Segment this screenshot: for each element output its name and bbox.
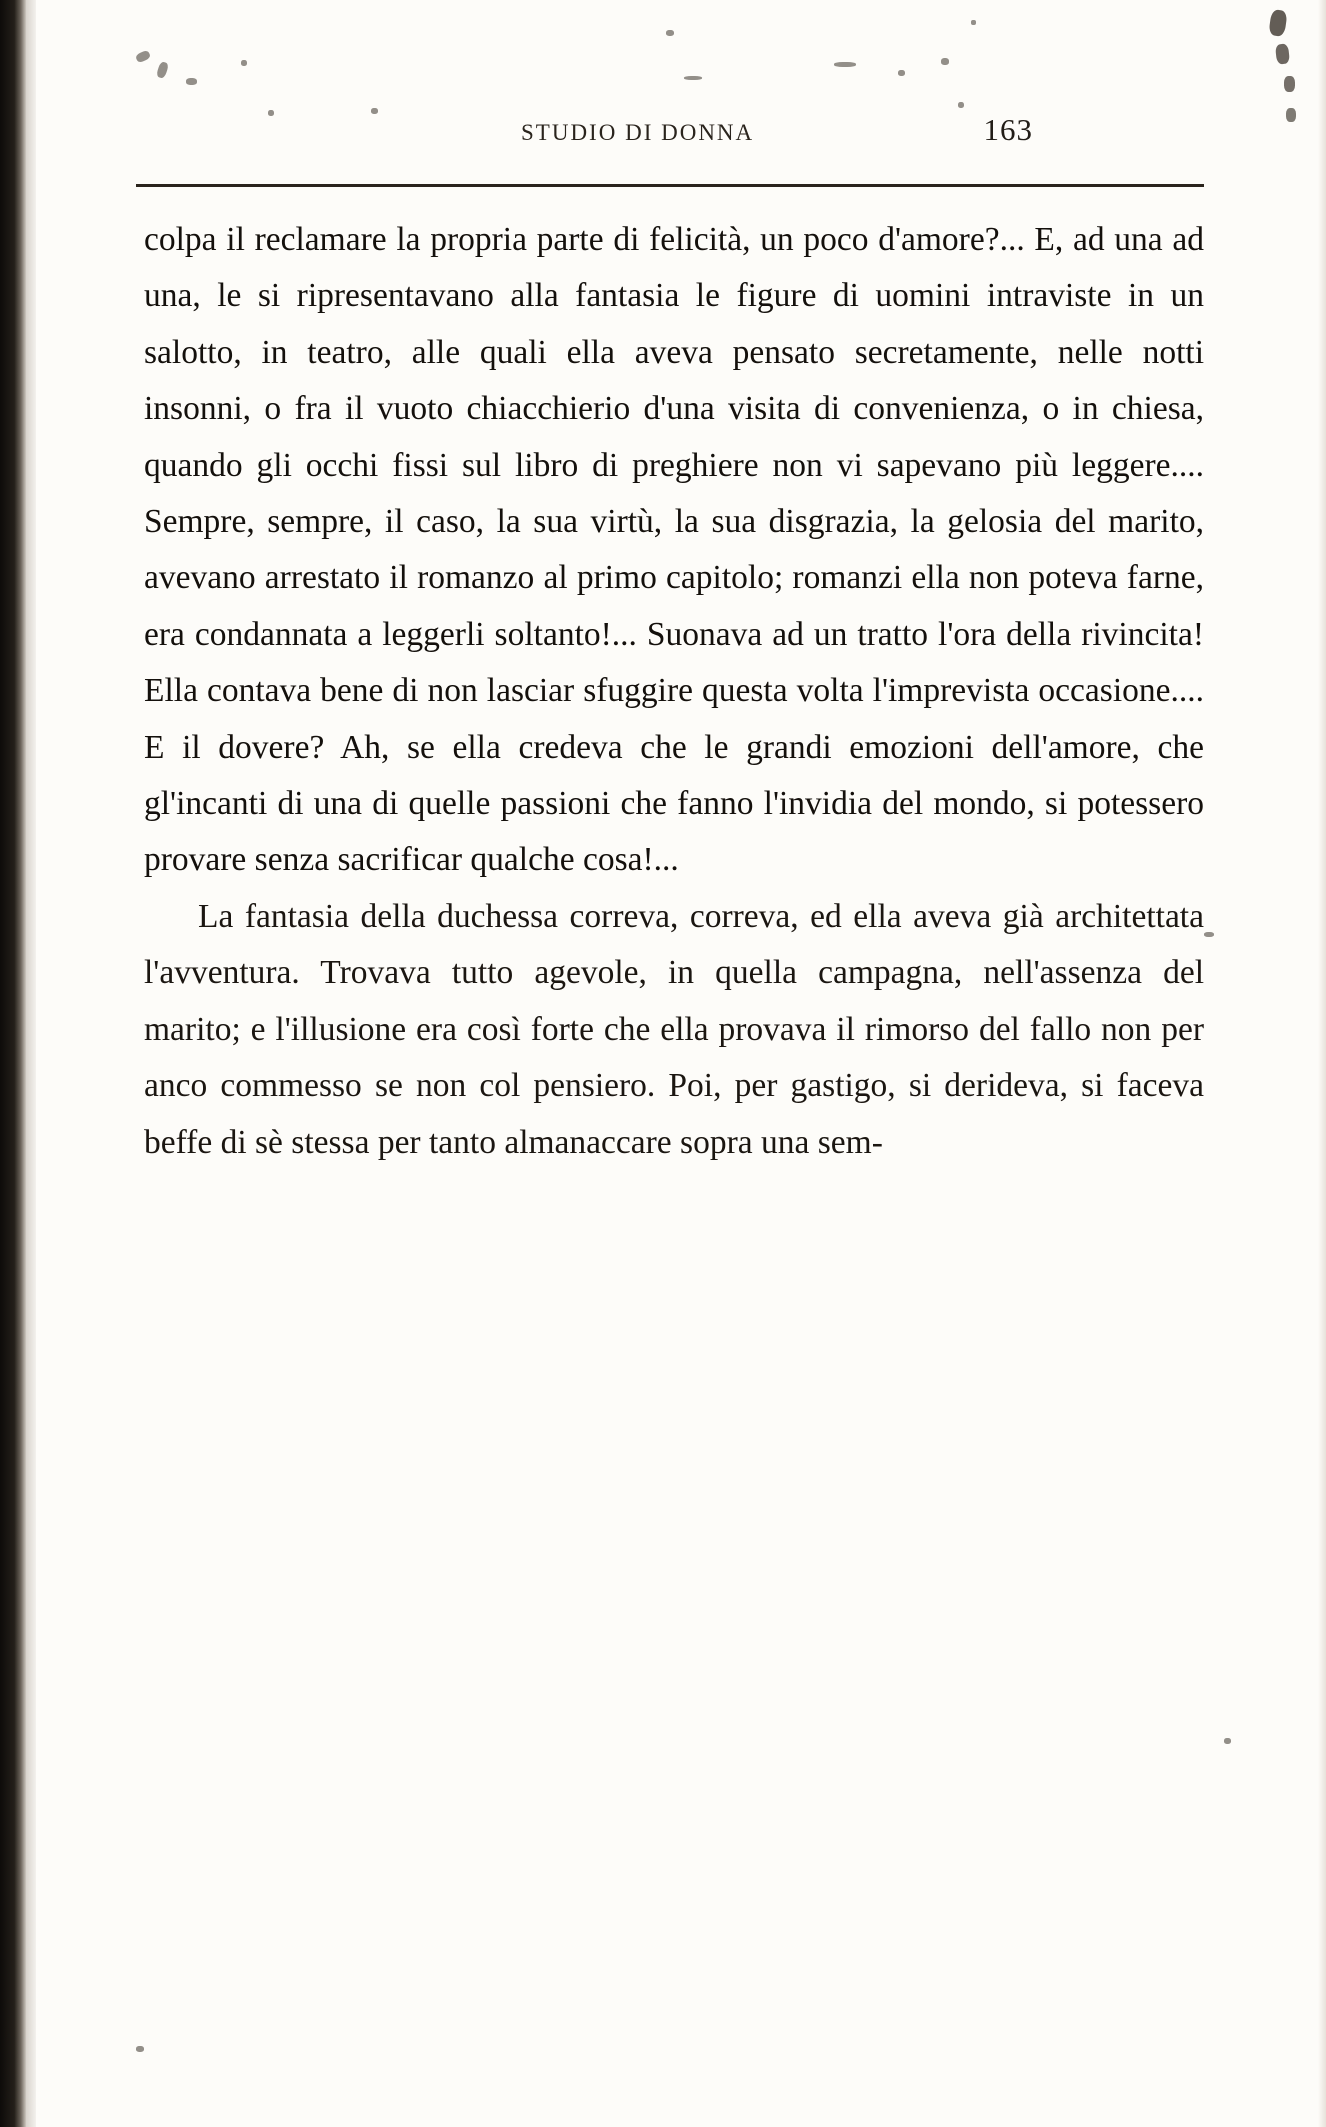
scan-speck	[941, 58, 949, 65]
scan-speck	[1268, 9, 1287, 37]
page-number: 163	[983, 112, 1033, 147]
scan-gutter-inner	[26, 0, 36, 2127]
scan-speck	[371, 108, 378, 114]
running-head: STUDIO DI DONNA	[521, 120, 755, 145]
scan-speck	[135, 49, 151, 63]
scan-speck	[834, 62, 856, 67]
scan-speck	[136, 2046, 144, 2052]
scan-speck	[1275, 43, 1290, 64]
scan-gutter-shadow	[0, 0, 26, 2127]
scan-speck	[1284, 76, 1295, 92]
scan-speck	[898, 70, 905, 76]
header-rule	[136, 184, 1204, 187]
page-edge	[1318, 0, 1326, 2127]
paragraph: La fantasia della duchessa correva, correva, ed ella aveva già architettata l'avventura. Trovava tutto agevole, in quella campagna, nell'assenza del marito; e l'illusione era così forte che ella provava il rimorso del fallo non per anco commesso se non col pensiero. Poi, per gastigo, si derideva, si faceva beffe di sè stessa per tanto almanaccare sopra una sem-	[144, 897, 1204, 1161]
page-header	[141, 112, 1201, 180]
paragraph: colpa il reclamare la propria parte di felicità, un poco d'amore?... E, ad una ad una, le si ripresentavano alla fantasia le figure di uomini intraviste in un salotto, in teatro, alle quali ella aveva pensato secretamente, nelle notti insonni, o fra il vuoto chiacchierio d'una visita di convenienza, o in chiesa, quando gli occhi fissi sul libro di preghiere non vi sapevano più leggere.... Sempre, sempre, il caso, la sua virtù, la sua disgrazia, la gelosia del marito, avevano arrestato il romanzo al primo capitolo; romanzi ella non poteva farne, era condannata a leggerli soltanto!... Suonava ad un tratto l'ora della rivincita! Ella contava bene di non lasciar sfuggire questa volta l'imprevista occasione.... E il dovere? Ah, se ella credeva che le grandi emozioni dell'amore, che gl'incanti di una di quelle passioni che fanno l'invidia del mondo, si potessero provare senza sacrificar qualche cosa!...	[144, 221, 1204, 879]
page-body	[144, 212, 1204, 1171]
scanned-page	[36, 0, 1326, 2127]
scan-speck	[971, 20, 976, 25]
scan-speck	[1224, 1738, 1231, 1744]
scan-speck	[268, 110, 274, 116]
scan-speck	[958, 102, 964, 108]
scan-speck	[186, 78, 197, 85]
scan-speck	[156, 61, 170, 79]
scan-speck	[666, 30, 674, 36]
scan-speck	[684, 76, 702, 80]
scan-speck	[241, 60, 247, 66]
scan-speck	[1286, 108, 1296, 122]
scan-speck	[1204, 932, 1214, 937]
